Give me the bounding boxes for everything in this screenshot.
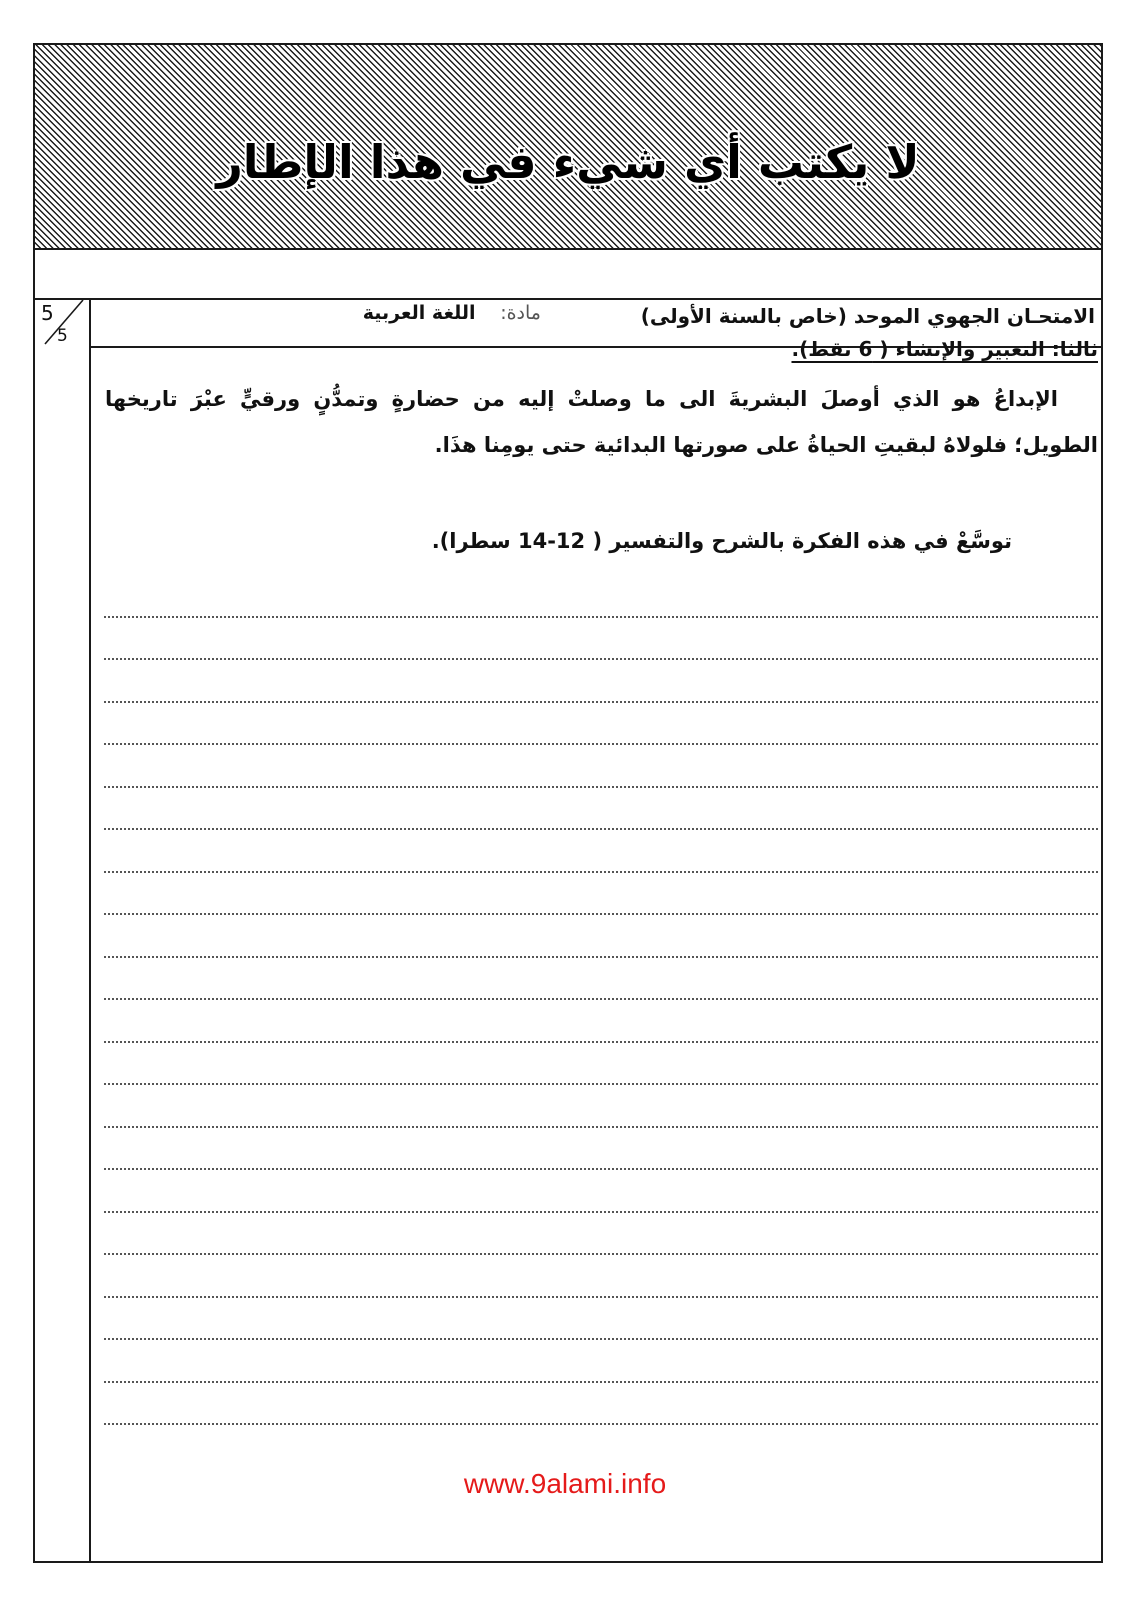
page-numerator: 5 (41, 301, 54, 325)
do-not-write-area (35, 45, 1101, 250)
answer-line[interactable] (104, 956, 1098, 958)
answer-line[interactable] (104, 913, 1098, 915)
answer-line[interactable] (104, 1381, 1098, 1383)
website-link[interactable]: www.9alami.info (463, 1468, 667, 1499)
answer-line[interactable] (104, 743, 1098, 745)
answer-line[interactable] (104, 1423, 1098, 1425)
answer-line[interactable] (104, 658, 1098, 660)
answer-line[interactable] (104, 1168, 1098, 1170)
exam-title: الامتحـان الجهوي الموحد (خاص بالسنة الأولى) (640, 304, 1095, 328)
margin-column-divider (89, 298, 91, 1561)
answer-line[interactable] (104, 1041, 1098, 1043)
answer-line[interactable] (104, 1126, 1098, 1128)
answer-line[interactable] (104, 701, 1098, 703)
answer-line[interactable] (104, 1338, 1098, 1340)
answer-line[interactable] (104, 1296, 1098, 1298)
answer-lines (104, 575, 1098, 1425)
page-denominator: 5 (57, 326, 68, 346)
answer-line[interactable] (104, 871, 1098, 873)
answer-line[interactable] (104, 828, 1098, 830)
answer-line[interactable] (104, 786, 1098, 788)
answer-line[interactable] (104, 616, 1098, 618)
answer-line[interactable] (104, 1253, 1098, 1255)
answer-line[interactable] (104, 1083, 1098, 1085)
subject-value: اللغة العربية (362, 302, 476, 324)
subject (363, 302, 541, 324)
answer-line[interactable] (104, 1211, 1098, 1213)
section-title: ثالثا: التعبير والإنشاء ( 6 نقط). (791, 337, 1098, 361)
prompt-paragraph: الإبداعُ هو الذي أوصلَ البشريةَ الى ما وصلتْ إليه من حضارةٍ وتمدُّنٍ ورقيٍّ عبْرَ تاريخها الطويل؛ فلولاهُ لبقيتِ الحياةُ على صورتها البدائية حتى يومِنا هذَا. (105, 387, 1098, 457)
page-number-box (35, 298, 89, 346)
answer-line[interactable] (104, 998, 1098, 1000)
subject-label: مادة: (500, 302, 541, 324)
instruction-text: توسَّعْ في هذه الفكرة بالشرح والتفسير ( 12-14 سطرا). (431, 529, 1012, 553)
do-not-write-banner: لا يكتب أي شيء في هذا الإطار (216, 135, 920, 189)
